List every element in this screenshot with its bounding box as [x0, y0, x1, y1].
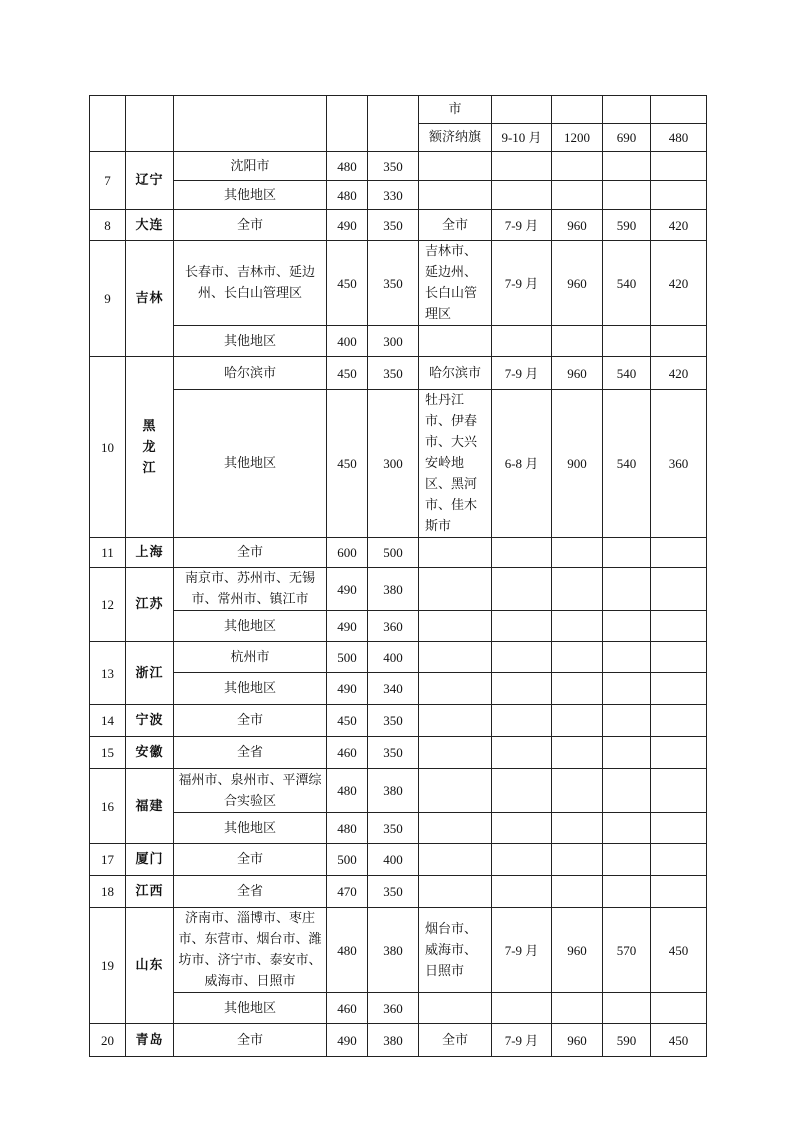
standard-value: 600	[327, 538, 368, 568]
peak-period	[492, 181, 552, 210]
peak-value	[552, 568, 603, 611]
peak-value	[603, 152, 651, 181]
table-row	[90, 96, 707, 124]
peak-value: 590	[603, 1024, 651, 1057]
standard-value: 490	[327, 673, 368, 705]
standard-value: 400	[327, 326, 368, 357]
peak-value: 570	[603, 908, 651, 993]
peak-value: 420	[651, 357, 707, 390]
peak-value	[603, 181, 651, 210]
province-name: 大连	[126, 210, 174, 241]
peak-value	[552, 813, 603, 844]
area-name: 其他地区	[174, 673, 327, 705]
province-name: 浙江	[126, 642, 174, 705]
standard-value: 380	[368, 908, 419, 993]
area-name: 济南市、淄博市、枣庄市、东营市、烟台市、潍坊市、济宁市、泰安市、威海市、日照市	[174, 908, 327, 993]
table-row	[90, 769, 707, 813]
standard-value: 450	[327, 390, 368, 538]
peak-period: 7-9 月	[492, 357, 552, 390]
area-name: 全市	[174, 538, 327, 568]
peak-value	[603, 876, 651, 908]
standard-value: 490	[327, 611, 368, 642]
peak-period	[492, 538, 552, 568]
peak-area-name	[419, 769, 492, 813]
peak-value: 690	[603, 124, 651, 152]
peak-area-name	[419, 538, 492, 568]
peak-value: 540	[603, 241, 651, 326]
peak-value	[651, 705, 707, 737]
peak-value	[651, 568, 707, 611]
standard-value	[327, 96, 368, 152]
peak-value: 1200	[552, 124, 603, 152]
table-row	[90, 642, 707, 673]
peak-value	[603, 993, 651, 1024]
table-row	[90, 538, 707, 568]
standard-value: 300	[368, 390, 419, 538]
province-name: 黑龙江	[126, 357, 174, 538]
peak-value: 590	[603, 210, 651, 241]
area-name: 其他地区	[174, 181, 327, 210]
peak-value: 450	[651, 1024, 707, 1057]
row-number: 20	[90, 1024, 126, 1057]
peak-period: 7-9 月	[492, 1024, 552, 1057]
peak-value	[651, 611, 707, 642]
province-name: 山东	[126, 908, 174, 1024]
standard-value: 340	[368, 673, 419, 705]
peak-value	[603, 538, 651, 568]
table-row	[90, 390, 707, 538]
peak-period	[492, 326, 552, 357]
peak-period	[492, 876, 552, 908]
standard-value: 350	[368, 357, 419, 390]
province-name: 江西	[126, 876, 174, 908]
peak-area-name	[419, 673, 492, 705]
row-number: 16	[90, 769, 126, 844]
peak-value	[552, 611, 603, 642]
standard-value: 490	[327, 568, 368, 611]
row-number: 8	[90, 210, 126, 241]
standard-value: 480	[327, 769, 368, 813]
row-number: 7	[90, 152, 126, 210]
standard-value: 480	[327, 152, 368, 181]
peak-value	[603, 96, 651, 124]
peak-value	[552, 181, 603, 210]
peak-period: 6-8 月	[492, 390, 552, 538]
standard-value: 350	[368, 241, 419, 326]
standard-value: 480	[327, 181, 368, 210]
table-row	[90, 568, 707, 611]
peak-area-name	[419, 737, 492, 769]
peak-area-name	[419, 181, 492, 210]
standard-value: 350	[368, 813, 419, 844]
peak-period	[492, 769, 552, 813]
standard-value: 330	[368, 181, 419, 210]
province-name: 宁波	[126, 705, 174, 737]
peak-period	[492, 568, 552, 611]
peak-value: 360	[651, 390, 707, 538]
table-row	[90, 357, 707, 390]
standard-value: 500	[327, 642, 368, 673]
table-row	[90, 152, 707, 181]
peak-value	[651, 152, 707, 181]
area-name: 全市	[174, 844, 327, 876]
peak-value: 540	[603, 390, 651, 538]
province-name: 江苏	[126, 568, 174, 642]
area-name	[174, 96, 327, 152]
area-name: 全市	[174, 705, 327, 737]
peak-value: 450	[651, 908, 707, 993]
peak-value	[651, 673, 707, 705]
peak-value	[552, 993, 603, 1024]
area-name: 全市	[174, 210, 327, 241]
peak-value	[651, 876, 707, 908]
peak-value	[552, 96, 603, 124]
peak-value: 960	[552, 357, 603, 390]
peak-area-name: 哈尔滨市	[419, 357, 492, 390]
area-name: 长春市、吉林市、延边州、长白山管理区	[174, 241, 327, 326]
province-name	[126, 96, 174, 152]
standard-value: 450	[327, 357, 368, 390]
peak-value	[651, 769, 707, 813]
standard-value: 470	[327, 876, 368, 908]
peak-value: 960	[552, 241, 603, 326]
peak-value	[552, 642, 603, 673]
table-row	[90, 181, 707, 210]
peak-area-name	[419, 993, 492, 1024]
area-name: 全市	[174, 1024, 327, 1057]
province-name: 辽宁	[126, 152, 174, 210]
peak-value	[603, 737, 651, 769]
peak-area-name: 牡丹江市、伊春市、大兴安岭地区、黑河市、佳木斯市	[419, 390, 492, 538]
peak-value	[651, 642, 707, 673]
table-row	[90, 611, 707, 642]
table-row	[90, 876, 707, 908]
peak-period: 7-9 月	[492, 908, 552, 993]
peak-value: 540	[603, 357, 651, 390]
row-number: 15	[90, 737, 126, 769]
table-row	[90, 326, 707, 357]
peak-area-name	[419, 326, 492, 357]
province-name: 吉林	[126, 241, 174, 357]
standard-value: 450	[327, 241, 368, 326]
standard-value: 350	[368, 152, 419, 181]
table-row	[90, 673, 707, 705]
row-number: 17	[90, 844, 126, 876]
row-number: 13	[90, 642, 126, 705]
peak-area-name: 吉林市、延边州、长白山管理区	[419, 241, 492, 326]
peak-period	[492, 813, 552, 844]
table-row	[90, 241, 707, 326]
standard-value: 500	[327, 844, 368, 876]
peak-value	[603, 705, 651, 737]
peak-value	[651, 813, 707, 844]
peak-area-name	[419, 568, 492, 611]
peak-value: 960	[552, 210, 603, 241]
province-name: 青岛	[126, 1024, 174, 1057]
table-row	[90, 737, 707, 769]
peak-area-name: 额济纳旗	[419, 124, 492, 152]
peak-value	[603, 326, 651, 357]
standard-value	[368, 96, 419, 152]
standard-value: 480	[327, 908, 368, 993]
peak-value: 960	[552, 908, 603, 993]
peak-value	[552, 769, 603, 813]
area-name: 哈尔滨市	[174, 357, 327, 390]
standard-value: 500	[368, 538, 419, 568]
area-name: 沈阳市	[174, 152, 327, 181]
area-name: 其他地区	[174, 390, 327, 538]
standard-value: 460	[327, 993, 368, 1024]
peak-value: 900	[552, 390, 603, 538]
peak-value: 480	[651, 124, 707, 152]
standard-value: 400	[368, 642, 419, 673]
peak-value	[603, 673, 651, 705]
row-number: 10	[90, 357, 126, 538]
peak-period	[492, 152, 552, 181]
province-name: 福建	[126, 769, 174, 844]
area-name: 福州市、泉州市、平潭综合实验区	[174, 769, 327, 813]
peak-value	[552, 844, 603, 876]
standard-value: 450	[327, 705, 368, 737]
area-name: 其他地区	[174, 326, 327, 357]
standard-value: 360	[368, 993, 419, 1024]
standard-value: 490	[327, 1024, 368, 1057]
peak-value	[603, 611, 651, 642]
peak-value	[651, 326, 707, 357]
standard-value: 490	[327, 210, 368, 241]
row-number: 9	[90, 241, 126, 357]
peak-value	[651, 96, 707, 124]
peak-value	[651, 844, 707, 876]
standard-value: 360	[368, 611, 419, 642]
standard-value: 400	[368, 844, 419, 876]
peak-value	[651, 538, 707, 568]
peak-period	[492, 844, 552, 876]
peak-value	[552, 538, 603, 568]
area-name: 其他地区	[174, 993, 327, 1024]
peak-value	[552, 326, 603, 357]
standard-value: 350	[368, 876, 419, 908]
row-number: 14	[90, 705, 126, 737]
area-name: 全省	[174, 876, 327, 908]
peak-period	[492, 611, 552, 642]
peak-value	[651, 993, 707, 1024]
peak-value: 420	[651, 241, 707, 326]
peak-period	[492, 705, 552, 737]
table-row	[90, 844, 707, 876]
peak-area-name	[419, 876, 492, 908]
peak-value	[651, 737, 707, 769]
table-row	[90, 1024, 707, 1057]
peak-period: 7-9 月	[492, 241, 552, 326]
peak-area-name: 烟台市、威海市、日照市	[419, 908, 492, 993]
peak-area-name	[419, 813, 492, 844]
peak-value	[552, 673, 603, 705]
peak-value	[552, 152, 603, 181]
peak-period	[492, 96, 552, 124]
table-row	[90, 813, 707, 844]
area-name: 杭州市	[174, 642, 327, 673]
peak-value	[603, 642, 651, 673]
area-name: 全省	[174, 737, 327, 769]
standard-value: 380	[368, 568, 419, 611]
allowance-table	[89, 95, 707, 1057]
row-number: 18	[90, 876, 126, 908]
table-row	[90, 908, 707, 993]
peak-value: 960	[552, 1024, 603, 1057]
peak-period	[492, 673, 552, 705]
peak-value	[651, 181, 707, 210]
peak-period	[492, 993, 552, 1024]
province-name: 上海	[126, 538, 174, 568]
row-number	[90, 96, 126, 152]
peak-value	[603, 844, 651, 876]
standard-value: 350	[368, 737, 419, 769]
peak-period: 9-10 月	[492, 124, 552, 152]
row-number: 11	[90, 538, 126, 568]
province-name: 安徽	[126, 737, 174, 769]
standard-value: 460	[327, 737, 368, 769]
standard-value: 380	[368, 1024, 419, 1057]
peak-area-name	[419, 844, 492, 876]
peak-value	[603, 813, 651, 844]
standard-value: 380	[368, 769, 419, 813]
province-name: 厦门	[126, 844, 174, 876]
standard-value: 300	[368, 326, 419, 357]
table-row	[90, 210, 707, 241]
peak-area-name	[419, 642, 492, 673]
peak-value	[552, 705, 603, 737]
peak-value	[552, 737, 603, 769]
peak-value	[552, 876, 603, 908]
peak-period	[492, 642, 552, 673]
standard-value: 480	[327, 813, 368, 844]
standard-value: 350	[368, 705, 419, 737]
peak-area-name	[419, 611, 492, 642]
area-name: 南京市、苏州市、无锡市、常州市、镇江市	[174, 568, 327, 611]
table-row	[90, 993, 707, 1024]
peak-value	[603, 769, 651, 813]
area-name: 其他地区	[174, 611, 327, 642]
standard-value: 350	[368, 210, 419, 241]
area-name: 其他地区	[174, 813, 327, 844]
peak-area-name: 全市	[419, 210, 492, 241]
peak-area-name	[419, 152, 492, 181]
peak-period	[492, 737, 552, 769]
peak-value	[603, 568, 651, 611]
peak-area-name	[419, 705, 492, 737]
peak-period: 7-9 月	[492, 210, 552, 241]
peak-area-name: 市	[419, 96, 492, 124]
row-number: 12	[90, 568, 126, 642]
row-number: 19	[90, 908, 126, 1024]
peak-area-name: 全市	[419, 1024, 492, 1057]
table-row	[90, 705, 707, 737]
peak-value: 420	[651, 210, 707, 241]
